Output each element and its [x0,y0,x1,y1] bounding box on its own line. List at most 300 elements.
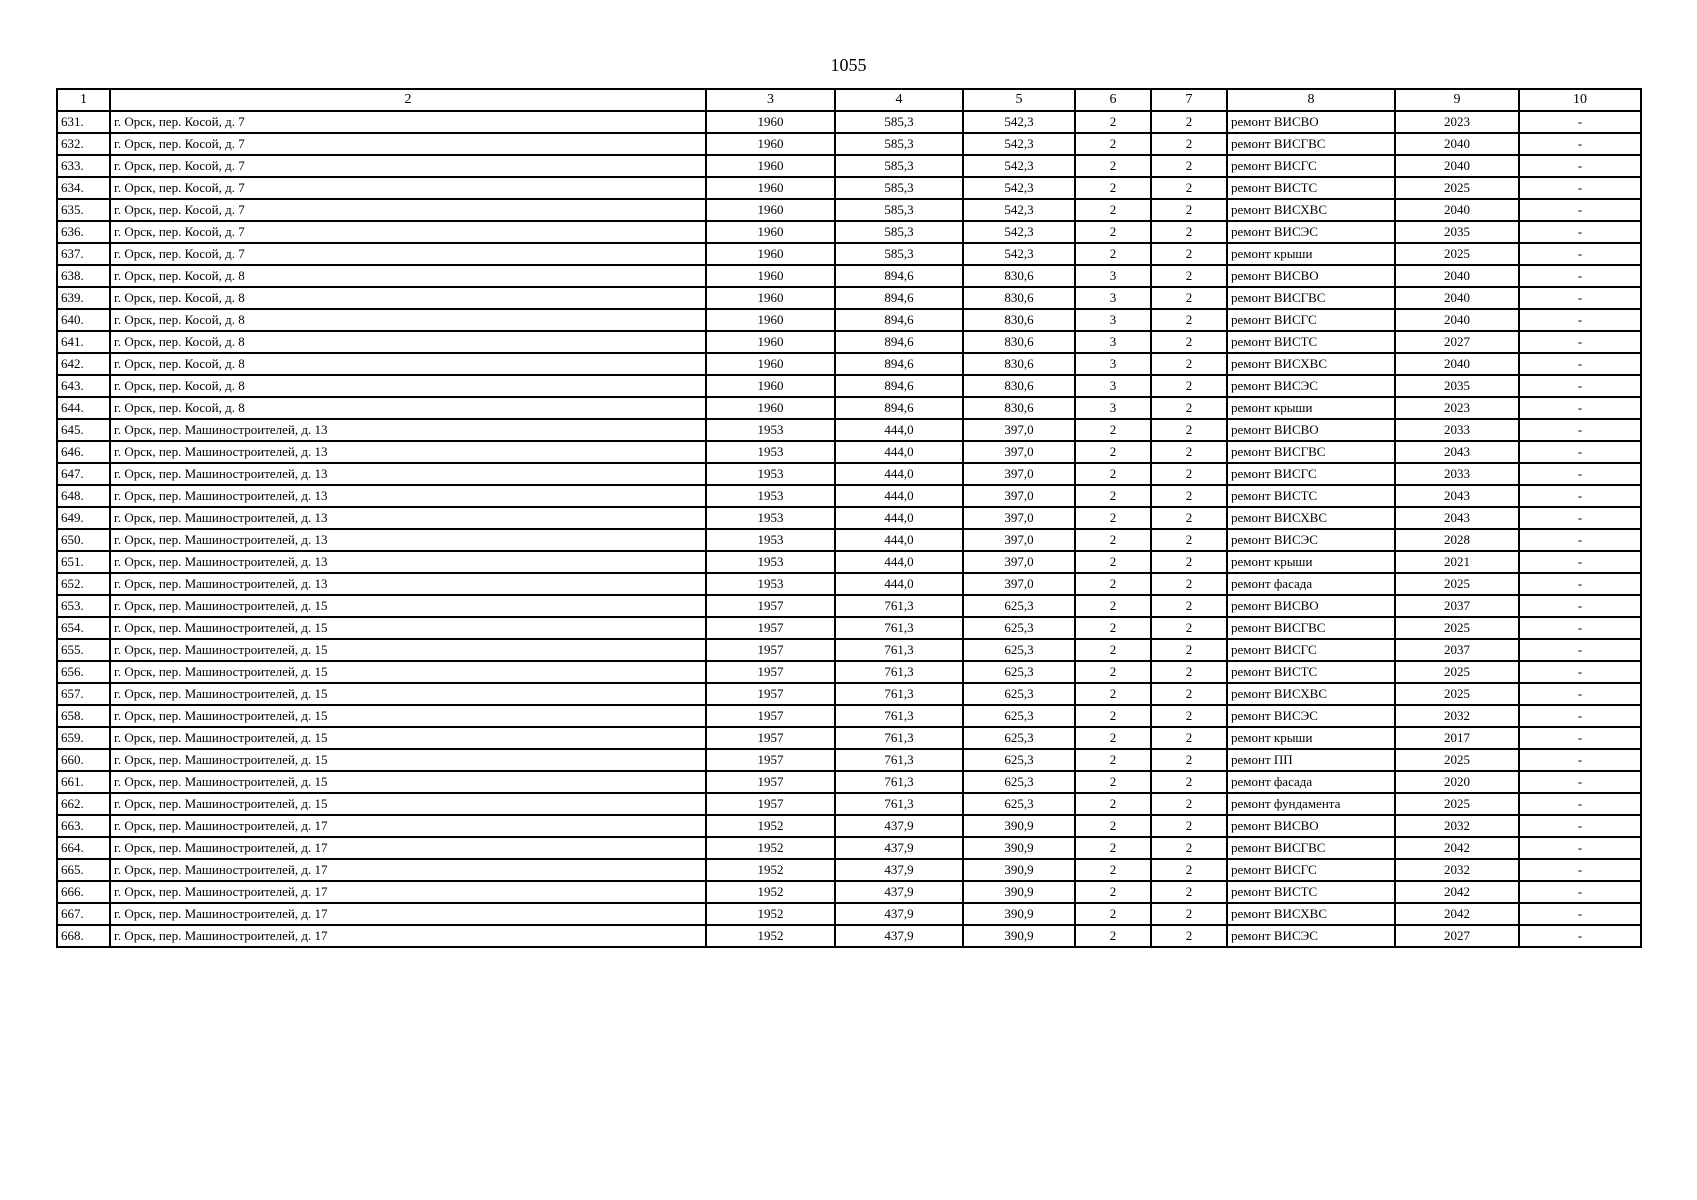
work-type-cell: ремонт ВИСГС [1227,859,1395,881]
year-built-cell: 1957 [706,661,835,683]
floors-cell: 2 [1075,551,1151,573]
row-number-cell: 644. [57,397,110,419]
year-built-cell: 1957 [706,595,835,617]
year-built-cell: 1960 [706,331,835,353]
floors-cell: 2 [1075,639,1151,661]
note-cell: - [1519,397,1641,419]
year-built-cell: 1952 [706,837,835,859]
address-cell: г. Орск, пер. Машиностроителей, д. 13 [110,485,706,507]
living-area-cell: 625,3 [963,617,1075,639]
total-area-cell: 894,6 [835,309,963,331]
table-row [57,287,1641,309]
note-cell: - [1519,551,1641,573]
address-cell: г. Орск, пер. Машиностроителей, д. 15 [110,749,706,771]
work-type-cell: ремонт ВИСХВС [1227,683,1395,705]
year-built-cell: 1957 [706,639,835,661]
year-built-cell: 1960 [706,309,835,331]
year-built-cell: 1957 [706,793,835,815]
year-built-cell: 1960 [706,375,835,397]
planned-year-cell: 2023 [1395,397,1519,419]
address-cell: г. Орск, пер. Косой, д. 7 [110,133,706,155]
address-cell: г. Орск, пер. Косой, д. 8 [110,287,706,309]
entrances-cell: 2 [1151,397,1227,419]
row-number-cell: 642. [57,353,110,375]
living-area-cell: 830,6 [963,397,1075,419]
address-cell: г. Орск, пер. Машиностроителей, д. 15 [110,617,706,639]
floors-cell: 2 [1075,463,1151,485]
planned-year-cell: 2025 [1395,617,1519,639]
floors-cell: 2 [1075,573,1151,595]
table-row [57,793,1641,815]
address-cell: г. Орск, пер. Машиностроителей, д. 13 [110,419,706,441]
work-type-cell: ремонт крыши [1227,727,1395,749]
row-number-cell: 654. [57,617,110,639]
total-area-cell: 437,9 [835,903,963,925]
address-cell: г. Орск, пер. Машиностроителей, д. 13 [110,463,706,485]
planned-year-cell: 2040 [1395,133,1519,155]
total-area-cell: 437,9 [835,815,963,837]
table-row [57,661,1641,683]
total-area-cell: 437,9 [835,837,963,859]
entrances-cell: 2 [1151,793,1227,815]
year-built-cell: 1953 [706,551,835,573]
column-number-row [57,89,1641,111]
total-area-cell: 894,6 [835,265,963,287]
row-number-cell: 666. [57,881,110,903]
row-number-cell: 639. [57,287,110,309]
row-number-cell: 634. [57,177,110,199]
planned-year-cell: 2025 [1395,573,1519,595]
table-row [57,683,1641,705]
row-number-cell: 662. [57,793,110,815]
year-built-cell: 1960 [706,111,835,133]
column-header: 10 [1519,89,1641,111]
total-area-cell: 585,3 [835,177,963,199]
living-area-cell: 542,3 [963,199,1075,221]
address-cell: г. Орск, пер. Машиностроителей, д. 13 [110,551,706,573]
planned-year-cell: 2040 [1395,199,1519,221]
address-cell: г. Орск, пер. Косой, д. 7 [110,199,706,221]
entrances-cell: 2 [1151,639,1227,661]
row-number-cell: 664. [57,837,110,859]
table-row [57,441,1641,463]
note-cell: - [1519,419,1641,441]
entrances-cell: 2 [1151,837,1227,859]
work-type-cell: ремонт ВИСГС [1227,155,1395,177]
work-type-cell: ремонт крыши [1227,243,1395,265]
total-area-cell: 761,3 [835,727,963,749]
total-area-cell: 444,0 [835,441,963,463]
total-area-cell: 437,9 [835,859,963,881]
row-number-cell: 633. [57,155,110,177]
repair-schedule-table [56,88,1642,948]
floors-cell: 2 [1075,683,1151,705]
row-number-cell: 661. [57,771,110,793]
row-number-cell: 658. [57,705,110,727]
year-built-cell: 1953 [706,485,835,507]
note-cell: - [1519,771,1641,793]
year-built-cell: 1960 [706,177,835,199]
column-header: 8 [1227,89,1395,111]
column-header: 4 [835,89,963,111]
entrances-cell: 2 [1151,573,1227,595]
total-area-cell: 437,9 [835,881,963,903]
planned-year-cell: 2035 [1395,375,1519,397]
floors-cell: 3 [1075,331,1151,353]
year-built-cell: 1953 [706,463,835,485]
address-cell: г. Орск, пер. Косой, д. 8 [110,331,706,353]
row-number-cell: 652. [57,573,110,595]
planned-year-cell: 2033 [1395,463,1519,485]
entrances-cell: 2 [1151,353,1227,375]
total-area-cell: 444,0 [835,419,963,441]
total-area-cell: 761,3 [835,661,963,683]
address-cell: г. Орск, пер. Машиностроителей, д. 13 [110,507,706,529]
living-area-cell: 830,6 [963,265,1075,287]
living-area-cell: 625,3 [963,595,1075,617]
entrances-cell: 2 [1151,485,1227,507]
work-type-cell: ремонт ВИСГС [1227,639,1395,661]
entrances-cell: 2 [1151,925,1227,947]
year-built-cell: 1960 [706,265,835,287]
table-row [57,331,1641,353]
work-type-cell: ремонт ВИСХВС [1227,353,1395,375]
entrances-cell: 2 [1151,133,1227,155]
year-built-cell: 1957 [706,683,835,705]
address-cell: г. Орск, пер. Машиностроителей, д. 15 [110,771,706,793]
column-header: 5 [963,89,1075,111]
row-number-cell: 663. [57,815,110,837]
row-number-cell: 640. [57,309,110,331]
living-area-cell: 542,3 [963,111,1075,133]
planned-year-cell: 2042 [1395,881,1519,903]
work-type-cell: ремонт ВИСВО [1227,265,1395,287]
planned-year-cell: 2043 [1395,507,1519,529]
row-number-cell: 647. [57,463,110,485]
table-row [57,155,1641,177]
work-type-cell: ремонт ВИСТС [1227,177,1395,199]
floors-cell: 2 [1075,199,1151,221]
floors-cell: 2 [1075,617,1151,639]
work-type-cell: ремонт ВИСГВС [1227,287,1395,309]
address-cell: г. Орск, пер. Машиностроителей, д. 17 [110,837,706,859]
year-built-cell: 1957 [706,771,835,793]
living-area-cell: 625,3 [963,705,1075,727]
address-cell: г. Орск, пер. Машиностроителей, д. 17 [110,881,706,903]
address-cell: г. Орск, пер. Косой, д. 7 [110,111,706,133]
column-header: 7 [1151,89,1227,111]
work-type-cell: ремонт ВИСГВС [1227,837,1395,859]
entrances-cell: 2 [1151,199,1227,221]
address-cell: г. Орск, пер. Машиностроителей, д. 17 [110,903,706,925]
floors-cell: 2 [1075,243,1151,265]
planned-year-cell: 2027 [1395,925,1519,947]
total-area-cell: 894,6 [835,287,963,309]
total-area-cell: 585,3 [835,155,963,177]
year-built-cell: 1957 [706,727,835,749]
planned-year-cell: 2032 [1395,705,1519,727]
address-cell: г. Орск, пер. Машиностроителей, д. 17 [110,815,706,837]
living-area-cell: 830,6 [963,375,1075,397]
total-area-cell: 894,6 [835,397,963,419]
note-cell: - [1519,111,1641,133]
note-cell: - [1519,441,1641,463]
note-cell: - [1519,837,1641,859]
total-area-cell: 761,3 [835,793,963,815]
work-type-cell: ремонт ПП [1227,749,1395,771]
note-cell: - [1519,199,1641,221]
year-built-cell: 1960 [706,287,835,309]
table-row [57,639,1641,661]
column-header: 6 [1075,89,1151,111]
work-type-cell: ремонт ВИСХВС [1227,903,1395,925]
entrances-cell: 2 [1151,243,1227,265]
total-area-cell: 585,3 [835,243,963,265]
floors-cell: 3 [1075,353,1151,375]
work-type-cell: ремонт ВИСГС [1227,309,1395,331]
table-row [57,243,1641,265]
entrances-cell: 2 [1151,221,1227,243]
total-area-cell: 761,3 [835,595,963,617]
living-area-cell: 625,3 [963,771,1075,793]
address-cell: г. Орск, пер. Косой, д. 7 [110,177,706,199]
table-row [57,177,1641,199]
living-area-cell: 390,9 [963,881,1075,903]
planned-year-cell: 2040 [1395,265,1519,287]
work-type-cell: ремонт ВИСГВС [1227,617,1395,639]
address-cell: г. Орск, пер. Машиностроителей, д. 15 [110,595,706,617]
floors-cell: 2 [1075,705,1151,727]
planned-year-cell: 2035 [1395,221,1519,243]
planned-year-cell: 2028 [1395,529,1519,551]
work-type-cell: ремонт ВИСВО [1227,111,1395,133]
floors-cell: 2 [1075,771,1151,793]
planned-year-cell: 2023 [1395,111,1519,133]
column-header: 1 [57,89,110,111]
address-cell: г. Орск, пер. Косой, д. 7 [110,243,706,265]
year-built-cell: 1953 [706,419,835,441]
address-cell: г. Орск, пер. Косой, д. 7 [110,155,706,177]
entrances-cell: 2 [1151,815,1227,837]
table-row [57,419,1641,441]
row-number-cell: 637. [57,243,110,265]
total-area-cell: 894,6 [835,375,963,397]
floors-cell: 2 [1075,485,1151,507]
table-row [57,199,1641,221]
work-type-cell: ремонт ВИСВО [1227,419,1395,441]
note-cell: - [1519,133,1641,155]
table-row [57,617,1641,639]
work-type-cell: ремонт ВИСТС [1227,661,1395,683]
entrances-cell: 2 [1151,881,1227,903]
total-area-cell: 761,3 [835,771,963,793]
note-cell: - [1519,683,1641,705]
row-number-cell: 636. [57,221,110,243]
year-built-cell: 1953 [706,441,835,463]
living-area-cell: 397,0 [963,507,1075,529]
entrances-cell: 2 [1151,463,1227,485]
column-header: 2 [110,89,706,111]
year-built-cell: 1960 [706,221,835,243]
total-area-cell: 444,0 [835,573,963,595]
note-cell: - [1519,727,1641,749]
table-row [57,485,1641,507]
living-area-cell: 390,9 [963,859,1075,881]
floors-cell: 2 [1075,441,1151,463]
floors-cell: 3 [1075,309,1151,331]
entrances-cell: 2 [1151,903,1227,925]
row-number-cell: 667. [57,903,110,925]
note-cell: - [1519,793,1641,815]
note-cell: - [1519,507,1641,529]
living-area-cell: 397,0 [963,463,1075,485]
address-cell: г. Орск, пер. Машиностроителей, д. 15 [110,727,706,749]
row-number-cell: 645. [57,419,110,441]
entrances-cell: 2 [1151,177,1227,199]
address-cell: г. Орск, пер. Машиностроителей, д. 15 [110,705,706,727]
year-built-cell: 1957 [706,705,835,727]
floors-cell: 2 [1075,793,1151,815]
address-cell: г. Орск, пер. Машиностроителей, д. 13 [110,573,706,595]
total-area-cell: 444,0 [835,507,963,529]
planned-year-cell: 2025 [1395,177,1519,199]
row-number-cell: 648. [57,485,110,507]
living-area-cell: 542,3 [963,243,1075,265]
planned-year-cell: 2025 [1395,661,1519,683]
note-cell: - [1519,661,1641,683]
total-area-cell: 761,3 [835,639,963,661]
total-area-cell: 761,3 [835,749,963,771]
work-type-cell: ремонт ВИСГВС [1227,133,1395,155]
row-number-cell: 632. [57,133,110,155]
table-row [57,727,1641,749]
address-cell: г. Орск, пер. Косой, д. 8 [110,375,706,397]
entrances-cell: 2 [1151,683,1227,705]
work-type-cell: ремонт ВИСТС [1227,331,1395,353]
total-area-cell: 444,0 [835,529,963,551]
entrances-cell: 2 [1151,375,1227,397]
work-type-cell: ремонт ВИСГВС [1227,441,1395,463]
row-number-cell: 653. [57,595,110,617]
entrances-cell: 2 [1151,749,1227,771]
planned-year-cell: 2025 [1395,243,1519,265]
row-number-cell: 650. [57,529,110,551]
year-built-cell: 1960 [706,199,835,221]
note-cell: - [1519,309,1641,331]
address-cell: г. Орск, пер. Машиностроителей, д. 15 [110,661,706,683]
entrances-cell: 2 [1151,287,1227,309]
total-area-cell: 585,3 [835,133,963,155]
year-built-cell: 1952 [706,859,835,881]
table-row [57,463,1641,485]
living-area-cell: 397,0 [963,573,1075,595]
work-type-cell: ремонт ВИСЭС [1227,705,1395,727]
living-area-cell: 625,3 [963,749,1075,771]
address-cell: г. Орск, пер. Машиностроителей, д. 13 [110,441,706,463]
work-type-cell: ремонт ВИСТС [1227,881,1395,903]
total-area-cell: 761,3 [835,705,963,727]
living-area-cell: 390,9 [963,815,1075,837]
row-number-cell: 646. [57,441,110,463]
planned-year-cell: 2017 [1395,727,1519,749]
year-built-cell: 1960 [706,397,835,419]
entrances-cell: 2 [1151,727,1227,749]
note-cell: - [1519,463,1641,485]
entrances-cell: 2 [1151,617,1227,639]
planned-year-cell: 2032 [1395,859,1519,881]
entrances-cell: 2 [1151,419,1227,441]
note-cell: - [1519,617,1641,639]
year-built-cell: 1952 [706,881,835,903]
table-row [57,859,1641,881]
year-built-cell: 1957 [706,617,835,639]
floors-cell: 2 [1075,837,1151,859]
floors-cell: 2 [1075,177,1151,199]
work-type-cell: ремонт ВИСВО [1227,595,1395,617]
year-built-cell: 1952 [706,903,835,925]
living-area-cell: 830,6 [963,353,1075,375]
total-area-cell: 444,0 [835,485,963,507]
note-cell: - [1519,573,1641,595]
living-area-cell: 625,3 [963,727,1075,749]
note-cell: - [1519,287,1641,309]
work-type-cell: ремонт крыши [1227,551,1395,573]
floors-cell: 2 [1075,529,1151,551]
note-cell: - [1519,331,1641,353]
living-area-cell: 830,6 [963,287,1075,309]
table-row [57,705,1641,727]
entrances-cell: 2 [1151,441,1227,463]
planned-year-cell: 2040 [1395,287,1519,309]
address-cell: г. Орск, пер. Косой, д. 8 [110,397,706,419]
address-cell: г. Орск, пер. Машиностроителей, д. 15 [110,683,706,705]
planned-year-cell: 2040 [1395,155,1519,177]
planned-year-cell: 2037 [1395,595,1519,617]
table-row [57,595,1641,617]
address-cell: г. Орск, пер. Косой, д. 8 [110,265,706,287]
table-row [57,881,1641,903]
row-number-cell: 651. [57,551,110,573]
address-cell: г. Орск, пер. Косой, д. 7 [110,221,706,243]
table-row [57,133,1641,155]
address-cell: г. Орск, пер. Машиностроителей, д. 17 [110,859,706,881]
note-cell: - [1519,639,1641,661]
table-row [57,111,1641,133]
note-cell: - [1519,925,1641,947]
work-type-cell: ремонт фундамента [1227,793,1395,815]
floors-cell: 3 [1075,287,1151,309]
note-cell: - [1519,265,1641,287]
work-type-cell: ремонт ВИСХВС [1227,507,1395,529]
planned-year-cell: 2025 [1395,793,1519,815]
work-type-cell: ремонт фасада [1227,573,1395,595]
row-number-cell: 655. [57,639,110,661]
living-area-cell: 542,3 [963,133,1075,155]
table-row [57,221,1641,243]
living-area-cell: 397,0 [963,551,1075,573]
table-row [57,771,1641,793]
total-area-cell: 894,6 [835,353,963,375]
table-row [57,837,1641,859]
living-area-cell: 542,3 [963,155,1075,177]
entrances-cell: 2 [1151,111,1227,133]
table-row [57,749,1641,771]
address-cell: г. Орск, пер. Машиностроителей, д. 15 [110,639,706,661]
note-cell: - [1519,375,1641,397]
table-row [57,529,1641,551]
entrances-cell: 2 [1151,771,1227,793]
entrances-cell: 2 [1151,507,1227,529]
